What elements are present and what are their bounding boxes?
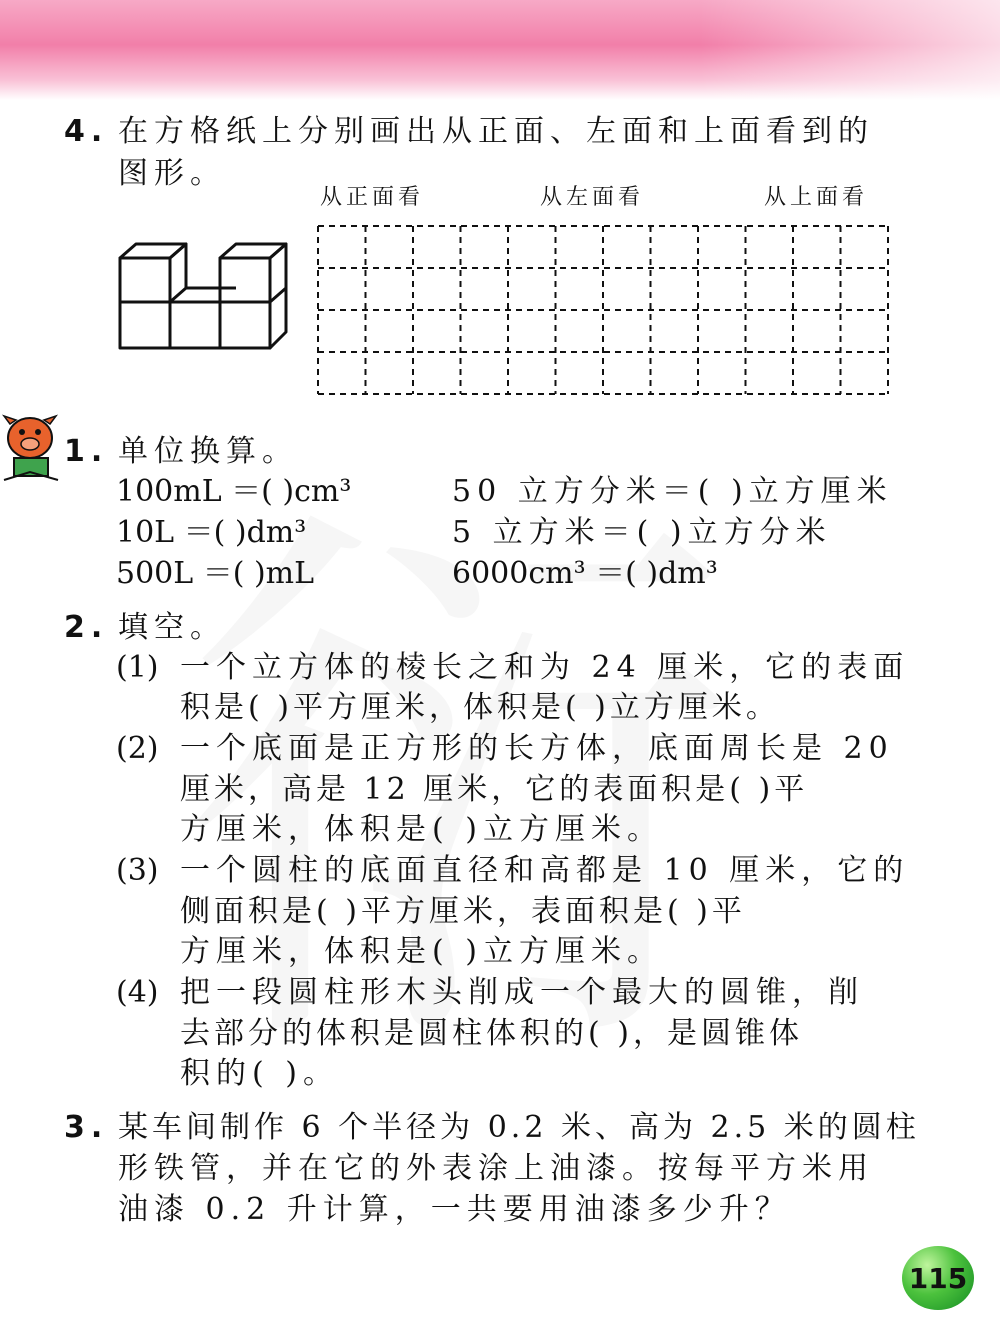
- p1-title: 单位换算。: [118, 434, 298, 469]
- p2-s1-line1: 一个立方体的棱长之和为 24 厘米，它的表面: [180, 650, 910, 685]
- p2-s3-line3: 方厘米，体积是( )立方厘米。: [180, 934, 663, 969]
- pig-reading-icon: [0, 414, 62, 486]
- p1-row2-left: 10L ＝( )dm³: [116, 515, 307, 550]
- label-top-view: 从上面看: [764, 185, 869, 210]
- q4-number: 4.: [64, 114, 109, 149]
- p1-number: 1.: [64, 434, 109, 469]
- p2-s1-label: (1): [116, 650, 159, 685]
- p1-row3-left: 500L ＝( )mL: [116, 556, 315, 591]
- p2-s2-label: (2): [116, 731, 159, 766]
- label-front-view: 从正面看: [320, 185, 425, 210]
- p2-s3-line1: 一个圆柱的底面直径和高都是 10 厘米，它的: [180, 853, 910, 888]
- p2-s4-line2: 去部分的体积是圆柱体积的( )，是圆锥体: [180, 1016, 803, 1051]
- page-number: 115: [902, 1246, 974, 1310]
- p1-row1-right: 50 立方分米＝( )立方厘米: [452, 474, 893, 509]
- top-banner: [0, 0, 1000, 100]
- cube-figure: [116, 240, 292, 356]
- p2-s1-line2: 积是( )平方厘米，体积是( )立方厘米。: [180, 690, 780, 725]
- p2-s4-label: (4): [116, 975, 159, 1010]
- dashed-grid: [314, 222, 892, 400]
- p2-s3-line2: 侧面积是( )平方厘米，表面积是( )平: [180, 894, 746, 929]
- p2-s2-line1: 一个底面是正方形的长方体，底面周长是 20: [180, 731, 894, 766]
- p2-s2-line2: 厘米，高是 12 厘米，它的表面积是( )平: [180, 772, 809, 807]
- p3-line2: 形铁管，并在它的外表涂上油漆。按每平方米用: [118, 1151, 874, 1186]
- label-left-view: 从左面看: [540, 185, 645, 210]
- p2-s4-line3: 积的( )。: [180, 1056, 339, 1091]
- p2-s3-label: (3): [116, 853, 159, 888]
- p2-s4-line1: 把一段圆柱形木头削成一个最大的圆锥，削: [180, 975, 864, 1010]
- p2-number: 2.: [64, 610, 109, 645]
- p2-title: 填空。: [118, 610, 226, 645]
- p3-line1: 某车间制作 6 个半径为 0.2 米、高为 2.5 米的圆柱: [118, 1110, 920, 1145]
- q4-line2: 图形。: [118, 156, 226, 191]
- q4-line1: 在方格纸上分别画出从正面、左面和上面看到的: [118, 114, 874, 149]
- p1-row3-right: 6000cm³ ＝( )dm³: [452, 556, 718, 591]
- p3-line3: 油漆 0.2 升计算，一共要用油漆多少升？: [118, 1192, 791, 1227]
- p2-s2-line3: 方厘米，体积是( )立方厘米。: [180, 812, 663, 847]
- p1-row1-left: 100mL ＝( )cm³: [116, 474, 352, 509]
- p3-number: 3.: [64, 1110, 109, 1145]
- p1-row2-right: 5 立方米＝( )立方分米: [452, 515, 832, 550]
